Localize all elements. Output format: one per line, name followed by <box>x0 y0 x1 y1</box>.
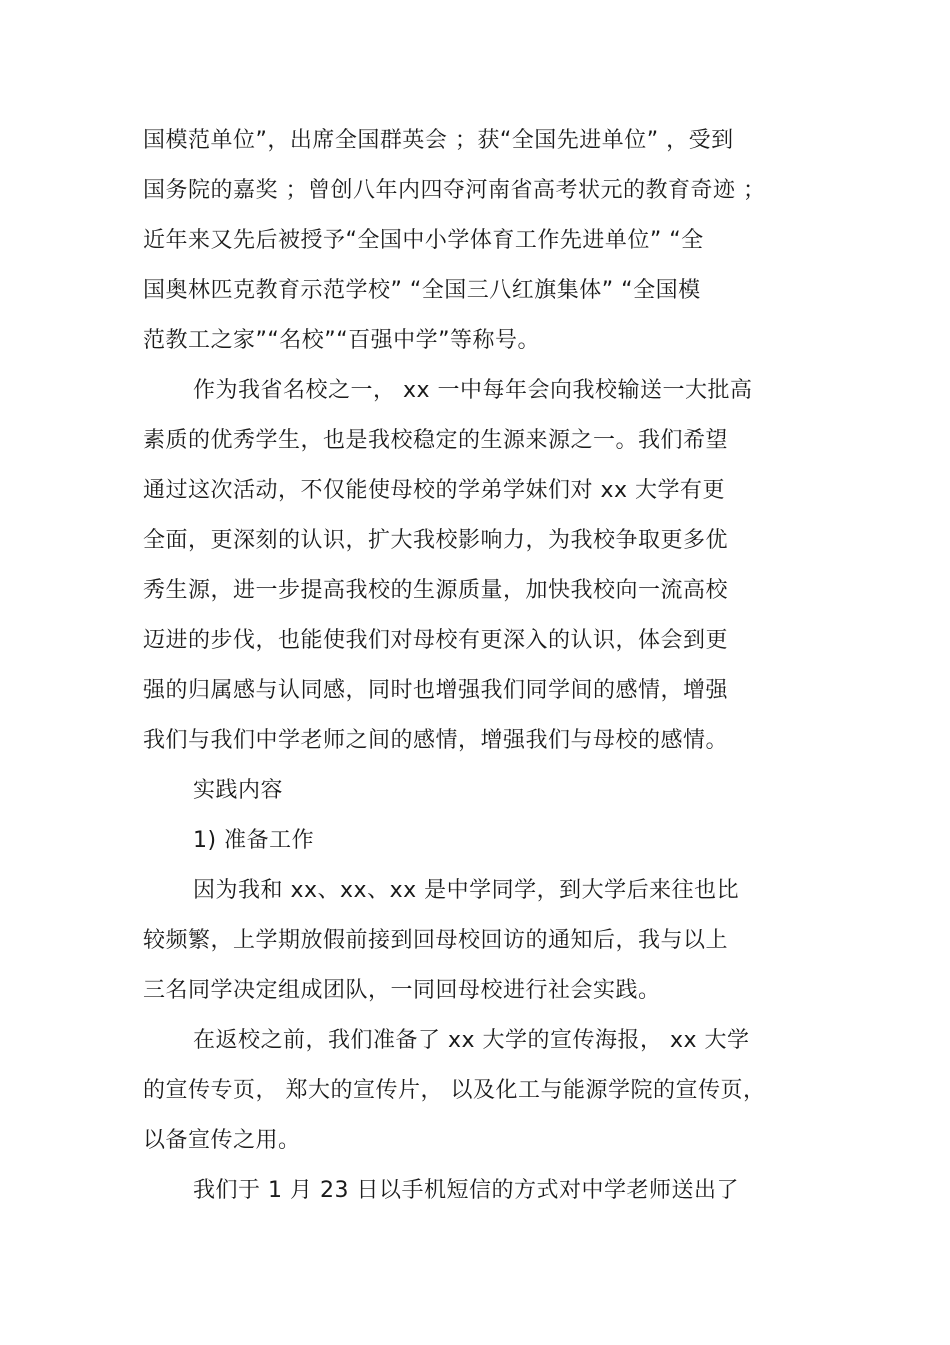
text-line: 通过这次活动，不仅能使母校的学弟学妹们对 xx 大学有更 <box>143 478 726 503</box>
text-line: 秀生源，进一步提高我校的生源质量，加快我校向一流高校 <box>143 578 729 603</box>
text-line: 国奥林匹克教育示范学校” “全国三八红旗集体” “全国模 <box>143 278 701 303</box>
text-line: 近年来又先后被授予“全国中小学体育工作先进单位” “全 <box>143 228 704 253</box>
text-line: 迈进的步伐，也能使我们对母校有更深入的认识，体会到更 <box>143 628 729 653</box>
paragraph-start-line: 因为我和 xx、xx、xx 是中学同学，到大学后来往也比 <box>193 878 740 903</box>
paragraph-start-line: 我们于 1 月 23 日以手机短信的方式对中学老师送出了 <box>193 1178 739 1203</box>
text-line: 的宣传专页， 郑大的宣传片， 以及化工与能源学院的宣传页， <box>143 1078 766 1103</box>
section-heading: 实践内容 <box>193 778 284 803</box>
paragraph-start-line: 作为我省名校之一， xx 一中每年会向我校输送一大批高 <box>193 378 753 403</box>
text-line: 我们与我们中学老师之间的感情，增强我们与母校的感情。 <box>143 728 729 753</box>
subsection-heading: 1) 准备工作 <box>193 828 315 853</box>
text-line: 国务院的嘉奖 ；曾创八年内四夺河南省高考状元的教育奇迹 ； <box>143 178 766 203</box>
text-line: 较频繁，上学期放假前接到回母校回访的通知后，我与以上 <box>143 928 729 953</box>
text-line: 强的归属感与认同感，同时也增强我们同学间的感情，增强 <box>143 678 729 703</box>
text-line: 素质的优秀学生，也是我校稳定的生源来源之一。我们希望 <box>143 428 729 453</box>
paragraph-start-line: 在返校之前，我们准备了 xx 大学的宣传海报， xx 大学 <box>193 1028 750 1053</box>
text-line: 全面，更深刻的认识，扩大我校影响力，为我校争取更多优 <box>143 528 729 553</box>
text-line: 国模范单位”，出席全国群英会 ；获“全国先进单位” ，受到 <box>143 128 734 153</box>
text-line: 范教工之家”“名校”“百强中学”等称号。 <box>143 328 540 353</box>
text-line: 以备宣传之用。 <box>143 1128 301 1153</box>
text-line: 三名同学决定组成团队，一同回母校进行社会实践。 <box>143 978 661 1003</box>
